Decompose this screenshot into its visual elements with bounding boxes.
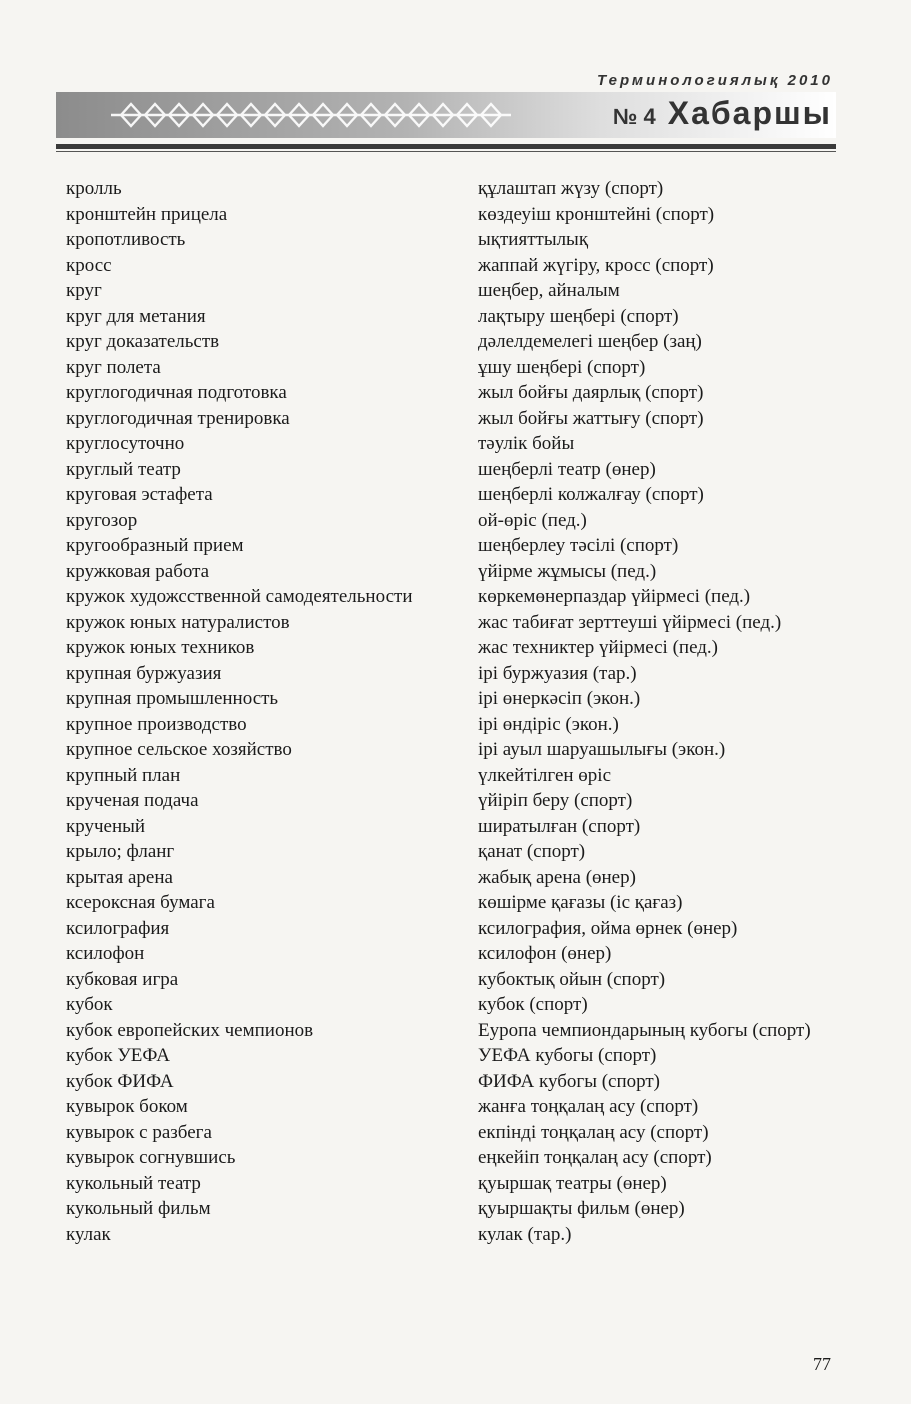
header-banner — [56, 92, 836, 138]
dictionary-entry — [0, 202, 911, 228]
dictionary-entry — [0, 1222, 911, 1248]
kazakh-term: ұшу шеңбері (спорт) — [478, 356, 646, 378]
dictionary-entry — [0, 457, 911, 483]
kazakh-term: көздеуіш кронштейні (спорт) — [478, 203, 715, 225]
dictionary-entry — [0, 992, 911, 1018]
dictionary-entry — [0, 278, 911, 304]
kazakh-term: ірі өнеркәсіп (экон.) — [478, 688, 641, 709]
journal-year: 2010 — [787, 72, 833, 89]
dictionary-entry — [0, 712, 911, 738]
issue-number: № 4 — [612, 104, 656, 129]
kazakh-term: ой-өріс (пед.) — [478, 509, 587, 531]
dictionary-entry — [0, 508, 911, 534]
russian-term: кубок европейских чемпионов — [66, 1019, 314, 1041]
kazakh-term: көркемөнерпаздар үйірмесі (пед.) — [478, 586, 751, 607]
dictionary-entry — [0, 253, 911, 279]
dictionary-entry — [0, 1171, 911, 1197]
russian-term: кубок ФИФА — [66, 1070, 174, 1092]
russian-term: кувырок с разбега — [66, 1121, 212, 1143]
dictionary-entry — [0, 1145, 911, 1171]
header-rule — [56, 144, 836, 149]
kazakh-term: ФИФА кубогы (спорт) — [478, 1070, 661, 1092]
kazakh-term: үйірме жұмысы (пед.) — [478, 560, 657, 582]
russian-term: кружковая работа — [66, 560, 210, 582]
kazakh-term: жас техниктер үйірмесі (пед.) — [478, 637, 719, 658]
russian-term: ксероксная бумага — [66, 892, 215, 913]
dictionary-entry — [0, 1196, 911, 1222]
kazakh-term: ширатылған (спорт) — [478, 815, 641, 837]
russian-term: крупная буржуазия — [66, 662, 222, 684]
russian-term: круглогодичная тренировка — [66, 407, 290, 429]
russian-term: кронштейн прицела — [66, 203, 228, 225]
russian-term: кувырок боком — [66, 1096, 188, 1117]
dictionary-entry — [0, 584, 911, 610]
dictionary-entry — [0, 533, 911, 559]
dictionary-entry — [0, 763, 911, 789]
russian-term: круглогодичная подготовка — [66, 382, 287, 403]
russian-term: круглосуточно — [66, 433, 185, 454]
dictionary-entry — [0, 431, 911, 457]
kazakh-term: дәлелдемелегі шеңбер (заң) — [478, 331, 702, 352]
dictionary-entry — [0, 1043, 911, 1069]
russian-term: крупная промышленность — [66, 688, 279, 709]
journal-name-line — [597, 72, 833, 89]
kazakh-term: УЕФА кубогы (спорт) — [478, 1045, 657, 1066]
kazakh-term: тәулік бойы — [478, 433, 575, 454]
kazakh-term: шеңберлі колжалғау (спорт) — [478, 484, 704, 505]
kazakh-term: шеңберлеу тәсілі (спорт) — [478, 535, 679, 556]
kazakh-term: еңкейіп тоңқалаң асу (спорт) — [478, 1147, 712, 1168]
dictionary-entry — [0, 380, 911, 406]
kazakh-term: кубоктық ойын (спорт) — [478, 968, 666, 990]
dictionary-entry — [0, 737, 911, 763]
russian-term: кросс — [66, 254, 112, 276]
dictionary-entry — [0, 227, 911, 253]
kazakh-term: ксилография, ойма өрнек (өнер) — [478, 917, 738, 939]
dictionary-entry — [0, 814, 911, 840]
russian-term: круговая эстафета — [66, 484, 213, 505]
dictionary-entry — [0, 686, 911, 712]
dictionary-entry — [0, 635, 911, 661]
kazakh-term: жанға тоңқалаң асу (спорт) — [478, 1096, 699, 1117]
kazakh-term: көшірме қағазы (іс қағаз) — [478, 892, 683, 913]
russian-term: кубковая игра — [66, 968, 179, 990]
kazakh-term: ірі ауыл шаруашылығы (экон.) — [478, 739, 726, 760]
kazakh-term: екпінді тоңқалаң асу (спорт) — [478, 1121, 709, 1143]
russian-term: круг доказательств — [66, 331, 220, 352]
kazakh-term: ықтияттылық — [478, 229, 589, 250]
russian-term: крытая арена — [66, 866, 173, 888]
russian-term: кружок юных техников — [66, 637, 255, 658]
dictionary-entry — [0, 176, 911, 202]
dictionary-entry — [0, 890, 911, 916]
russian-term: круглый театр — [66, 458, 181, 480]
dictionary-entry — [0, 1018, 911, 1044]
journal-title-text: Хабаршы — [667, 95, 832, 131]
dictionary-entry — [0, 1069, 911, 1095]
kazakh-term: Еуропа чемпиондарының кубогы (спорт) — [478, 1019, 811, 1041]
kazakh-term: шеңбер, айналым — [478, 280, 620, 301]
dictionary-entry — [0, 559, 911, 585]
page-number: 77 — [813, 1354, 831, 1374]
russian-term: кружок юных натуралистов — [66, 611, 290, 633]
russian-term: кукольный фильм — [66, 1198, 211, 1219]
kazakh-term: қуыршақ театры (өнер) — [478, 1172, 667, 1194]
russian-term: кролль — [66, 178, 122, 199]
kazakh-term: қуыршақты фильм (өнер) — [478, 1198, 685, 1219]
russian-term: круг для метания — [66, 305, 206, 327]
dictionary-entry — [0, 788, 911, 814]
kazakh-term: үйіріп беру (спорт) — [478, 790, 633, 811]
kazakh-term: ірі буржуазия (тар.) — [478, 662, 637, 684]
kazakh-term: ксилофон (өнер) — [478, 943, 612, 964]
kazakh-term: жаппай жүгіру, кросс (спорт) — [478, 254, 714, 276]
russian-term: круг — [66, 280, 102, 301]
kazakh-term: жабық арена (өнер) — [478, 866, 636, 888]
russian-term: крыло; фланг — [66, 841, 175, 862]
kazakh-term: лақтыру шеңбері (спорт) — [478, 305, 679, 327]
dictionary-entry — [0, 967, 911, 993]
dictionary-entry — [0, 916, 911, 942]
kazakh-term: шеңберлі театр (өнер) — [478, 458, 656, 480]
dictionary-entry — [0, 355, 911, 381]
kazakh-term: кубок (спорт) — [478, 994, 588, 1015]
russian-term: крупное сельское хозяйство — [66, 739, 292, 760]
kazakh-term: үлкейтілген өріс — [478, 764, 612, 786]
russian-term: кругообразный прием — [66, 535, 244, 556]
kazakh-term: қанат (спорт) — [478, 841, 586, 862]
russian-term: кругозор — [66, 509, 138, 531]
dictionary-entry — [0, 1120, 911, 1146]
russian-term: крупный план — [66, 764, 181, 786]
russian-term: кубок УЕФА — [66, 1045, 170, 1066]
dictionary-entry — [0, 482, 911, 508]
russian-term: ксилофон — [66, 943, 145, 964]
dictionary-entry — [0, 865, 911, 891]
journal-title — [613, 95, 832, 132]
russian-term: кукольный театр — [66, 1172, 201, 1194]
russian-term: кропотливость — [66, 229, 186, 250]
header-rule-thin — [56, 151, 836, 152]
kazakh-term: құлаштап жүзу (спорт) — [478, 178, 664, 199]
dictionary-entry — [0, 406, 911, 432]
russian-term: крученый — [66, 815, 146, 837]
dictionary-entry — [0, 610, 911, 636]
dictionary-entries — [0, 176, 911, 1247]
russian-term: кружок художсственной самодеятельности — [66, 586, 413, 607]
dictionary-entry — [0, 941, 911, 967]
russian-term: кубок — [66, 994, 113, 1015]
ornament-pattern-icon — [111, 95, 511, 135]
kazakh-term: жыл бойғы даярлық (спорт) — [478, 382, 704, 403]
journal-name: Терминологиялық — [597, 72, 781, 89]
russian-term: кулак — [66, 1223, 111, 1245]
dictionary-entry — [0, 304, 911, 330]
kazakh-term: ірі өндіріс (экон.) — [478, 713, 619, 735]
russian-term: круг полета — [66, 356, 161, 378]
dictionary-entry — [0, 661, 911, 687]
russian-term: ксилография — [66, 917, 170, 939]
russian-term: кувырок согнувшись — [66, 1147, 236, 1168]
russian-term: крученая подача — [66, 790, 199, 811]
dictionary-entry — [0, 1094, 911, 1120]
kazakh-term: жыл бойғы жаттығу (спорт) — [478, 407, 704, 429]
russian-term: крупное производство — [66, 713, 247, 735]
kazakh-term: жас табиғат зерттеуші үйірмесі (пед.) — [478, 611, 782, 633]
dictionary-entry — [0, 839, 911, 865]
kazakh-term: кулак (тар.) — [478, 1223, 572, 1245]
dictionary-entry — [0, 329, 911, 355]
